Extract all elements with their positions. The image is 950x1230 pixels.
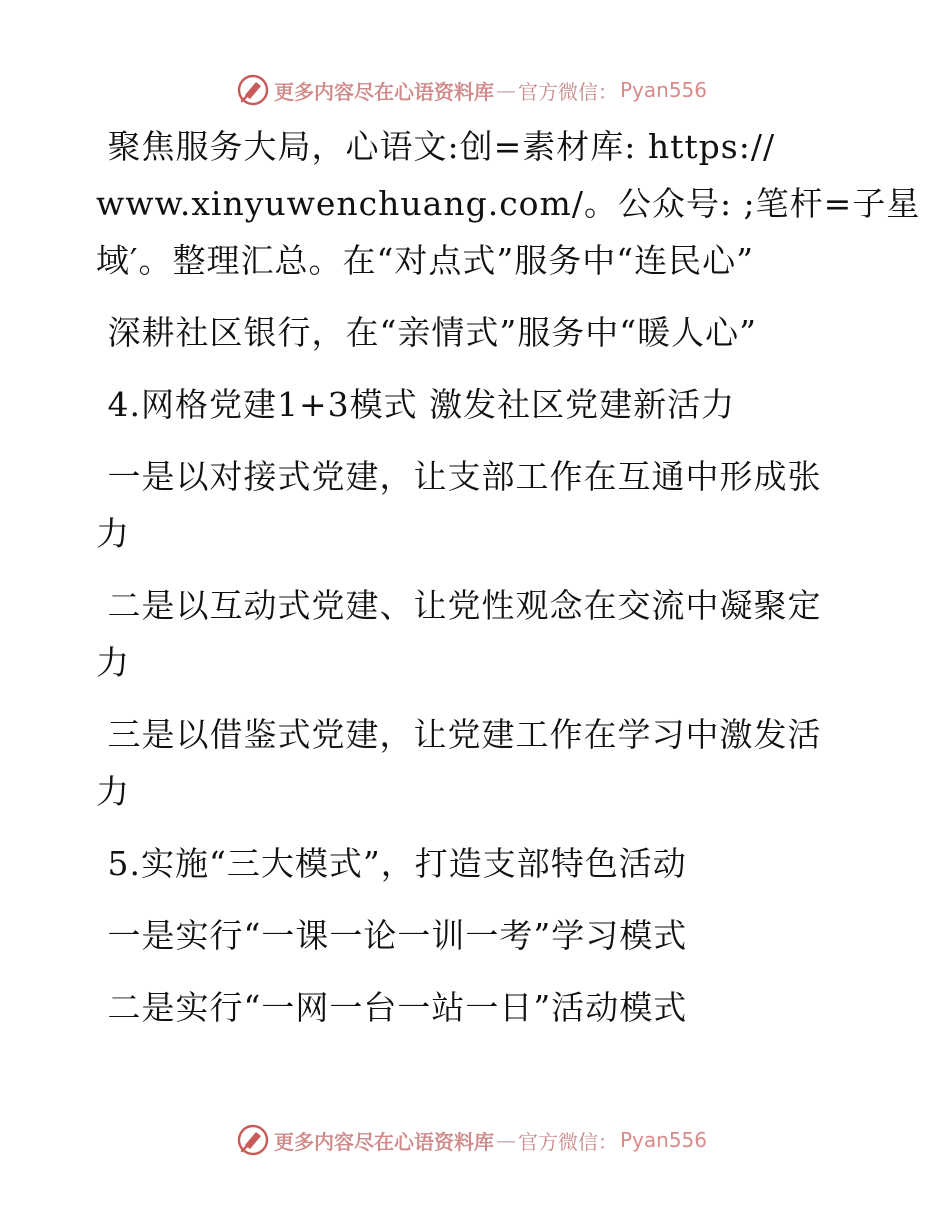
paragraph-5 [96, 577, 856, 691]
paragraph-1 [96, 118, 921, 289]
text-line: 5.实施“三大模式”，打造支部特色活动 [96, 844, 687, 883]
paragraph-2 [96, 304, 856, 361]
footer-watermark [236, 1122, 707, 1158]
paragraph-8 [96, 907, 856, 964]
watermark-brand-text: 更多内容尽在心语资料库 [274, 1129, 494, 1154]
pen-nib-logo-icon [236, 73, 270, 107]
text-line: 二是以互动式党建、让党性观念在交流中凝聚定 [96, 586, 822, 625]
text-line: 深耕社区银行，在“亲情式”服务中“暖人心” [96, 313, 757, 352]
section-heading-5 [96, 835, 856, 892]
text-line: 力 [96, 643, 130, 682]
document-body [96, 118, 921, 1036]
watermark-wechat-label: 官方微信： [518, 1129, 618, 1154]
paragraph-9 [96, 979, 856, 1036]
header-watermark [236, 72, 707, 108]
text-line: 一是以对接式党建，让支部工作在互通中形成张 [96, 457, 822, 496]
text-line: 力 [96, 772, 130, 811]
text-line: www.xinyuwenchuang.com/。公众号: ;笔杆=子星 [96, 184, 921, 223]
text-line: 域′。整理汇总。在“对点式”服务中“连民心” [96, 241, 754, 280]
text-line: 4.网格党建1+3模式 激发社区党建新活力 [96, 385, 736, 424]
text-line: 一是实行“一课一论一训一考”学习模式 [96, 916, 688, 955]
watermark-dash: — [496, 78, 516, 102]
text-line: 聚焦服务大局，心语文:创=素材库: https:// [96, 127, 776, 166]
text-line: 二是实行“一网一台一站一日”活动模式 [96, 988, 688, 1027]
watermark-wechat-id: Pyan556 [620, 78, 708, 102]
text-line: 力 [96, 514, 130, 553]
text-line: 三是以借鉴式党建，让党建工作在学习中激发活 [96, 715, 822, 754]
paragraph-6 [96, 706, 856, 820]
watermark-dash: — [496, 1128, 516, 1152]
watermark-wechat-label: 官方微信： [518, 79, 618, 104]
watermark-wechat-id: Pyan556 [620, 1128, 708, 1152]
pen-nib-logo-icon [236, 1123, 270, 1157]
paragraph-4 [96, 448, 856, 562]
section-heading-4 [96, 376, 856, 433]
watermark-brand-text: 更多内容尽在心语资料库 [274, 79, 494, 104]
